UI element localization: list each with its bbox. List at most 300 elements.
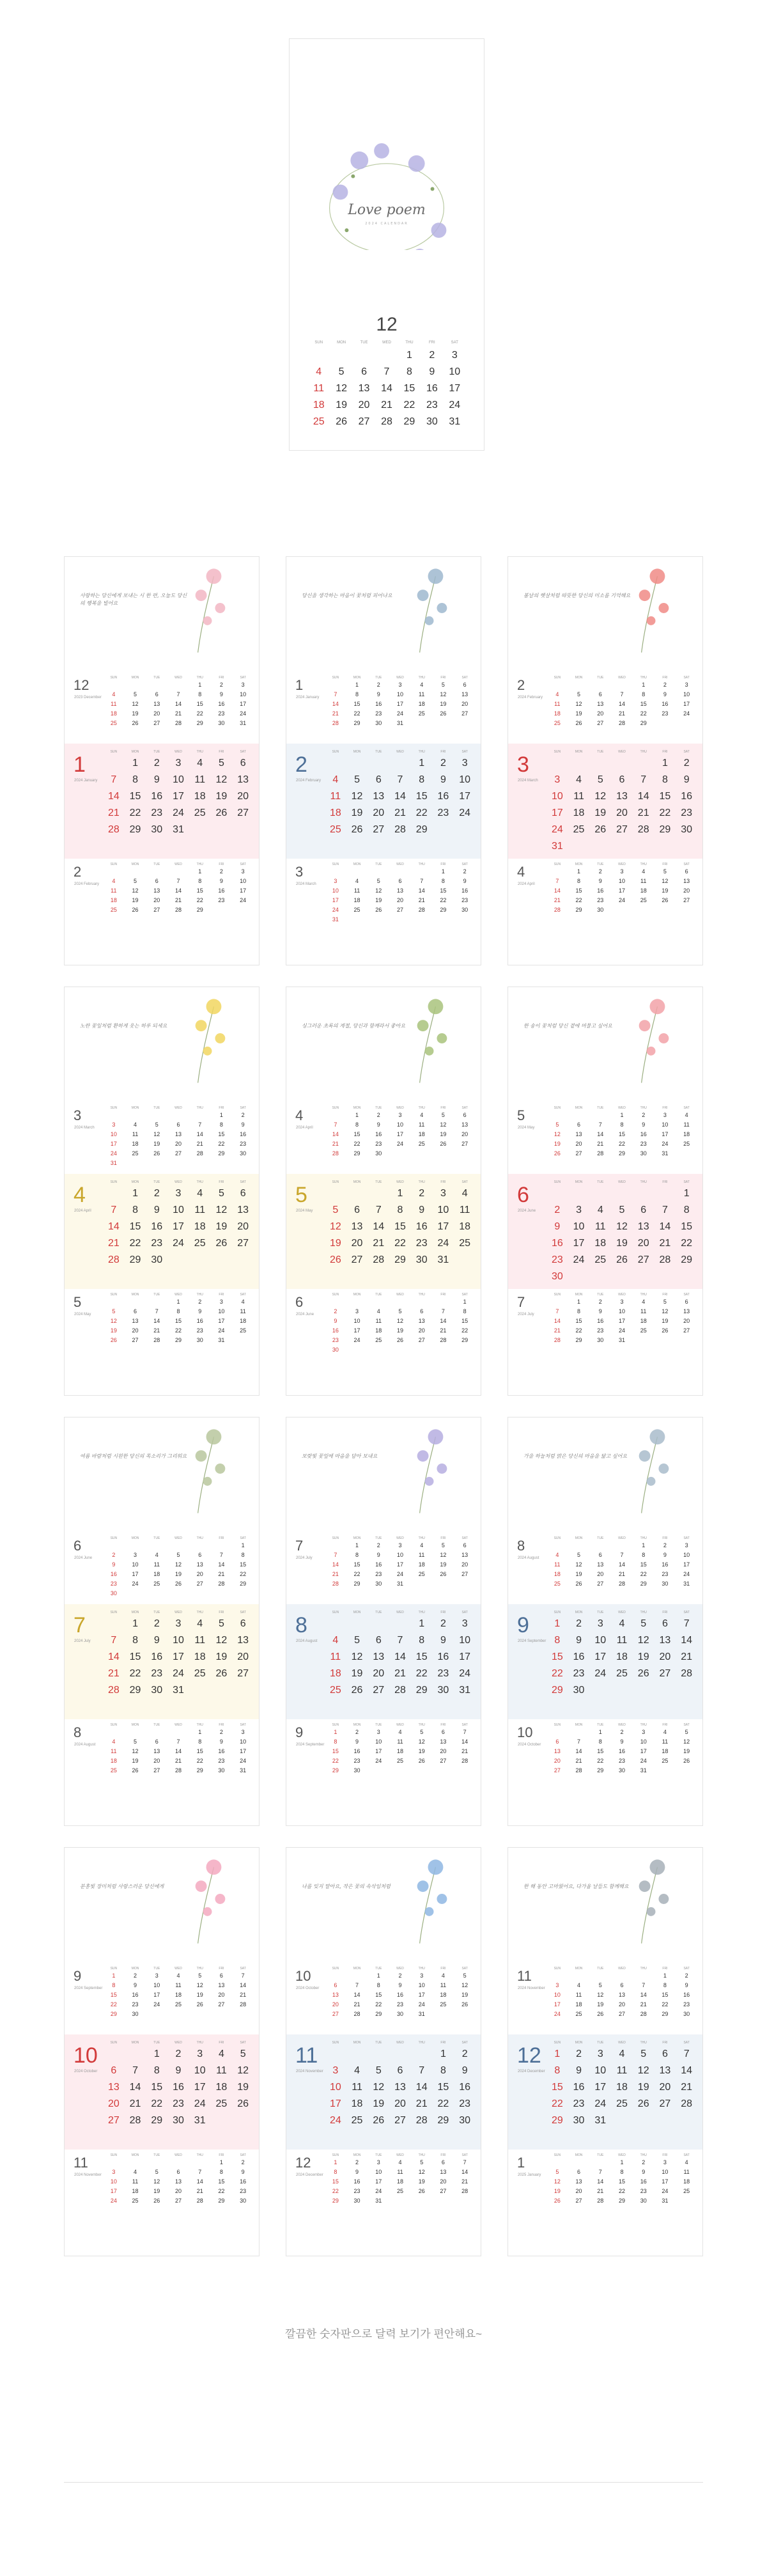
day-cell: 4 — [685, 1112, 688, 1118]
day-cell: 6 — [662, 1618, 668, 1629]
day-cell: 29 — [129, 1254, 141, 1265]
weekday-label: WED — [396, 1293, 404, 1297]
day-cell: 11 — [216, 2065, 227, 2076]
day-cell: 17 — [218, 1318, 225, 1324]
day-cell: 22 — [662, 2001, 669, 2008]
weekday-label: SAT — [461, 2041, 468, 2045]
day-cell: 24 — [110, 2197, 117, 2204]
day-cell — [146, 1297, 167, 1306]
day-cell: 11 — [330, 1651, 341, 1662]
month-label: 2024 September — [74, 1987, 103, 1990]
day-cell: 27 — [618, 2011, 625, 2017]
day-cell: 12 — [575, 1561, 582, 1568]
day-cell: 7 — [334, 1552, 337, 1558]
day-cell: 9 — [685, 1982, 688, 1988]
day-cell: 28 — [418, 907, 425, 913]
weekday-label: THU — [640, 2153, 647, 2157]
day-cell: 14 — [461, 2169, 469, 2175]
day-cell: 20 — [351, 1238, 363, 1249]
weekday-label: MON — [131, 676, 139, 680]
weekday-label: MON — [131, 1611, 139, 1614]
day-cell: 17 — [459, 791, 471, 802]
day-cell: 2 — [642, 1112, 646, 1118]
calendar-grid — [103, 1611, 254, 1698]
day-cell: 12 — [683, 1738, 690, 1745]
day-cell: 12 — [329, 1221, 341, 1232]
day-cell: 29 — [662, 2011, 669, 2017]
month-label: 2024 April — [518, 882, 535, 886]
day-cell — [103, 1187, 125, 1201]
day-cell: 2 — [440, 1618, 446, 1629]
day-cell: 21 — [440, 1327, 447, 1334]
day-cell: 5 — [555, 1121, 559, 1128]
month-number: 8 — [74, 1724, 82, 1740]
month-label: 2024 June — [74, 1556, 93, 1560]
month-label: 2024 March — [296, 882, 316, 886]
day-cell — [325, 1111, 346, 1120]
day-cell: 26 — [336, 416, 348, 427]
day-cell: 20 — [440, 2178, 447, 2185]
day-cell: 10 — [459, 774, 471, 785]
day-cell: 20 — [153, 897, 160, 903]
day-cell: 29 — [174, 1337, 182, 1343]
day-cell: 10 — [594, 2065, 607, 2076]
day-cell: 3 — [376, 2159, 380, 2166]
day-cell: 5 — [398, 1308, 402, 1315]
day-cell: 25 — [662, 1758, 669, 1764]
weekday-label: THU — [196, 1967, 203, 1971]
day-cell: 24 — [240, 897, 247, 903]
day-cell: 17 — [683, 701, 690, 707]
weekday-label: TUE — [360, 341, 368, 345]
day-cell: 20 — [597, 1571, 604, 1577]
day-cell: 27 — [440, 1758, 447, 1764]
day-cell: 13 — [174, 1131, 182, 1137]
calendar-grid — [546, 1967, 697, 2018]
day-cell: 11 — [153, 1561, 160, 1568]
day-cell: 16 — [353, 1748, 360, 1754]
day-cell: 26 — [597, 2011, 604, 2017]
day-cell: 3 — [555, 1982, 559, 1988]
day-cell: 11 — [616, 1635, 628, 1646]
day-cell: 29 — [461, 1337, 469, 1343]
day-cell: 26 — [196, 2001, 203, 2008]
day-cell: 30 — [681, 824, 693, 835]
day-cell: 12 — [110, 1318, 117, 1324]
weekday-label: FRI — [440, 676, 446, 680]
day-cell: 9 — [461, 2065, 468, 2076]
day-cell: 31 — [194, 2115, 206, 2126]
day-cell: 7 — [662, 1205, 668, 1215]
day-cell: 20 — [597, 710, 604, 717]
day-cell: 1 — [355, 682, 359, 688]
mini-month-block — [286, 1719, 481, 1815]
day-cell: 15 — [618, 2178, 625, 2185]
day-cell: 29 — [353, 1581, 360, 1587]
calendar-grid — [325, 1180, 476, 1267]
day-cell: 30 — [618, 1767, 625, 1774]
weekday-label: THU — [640, 1293, 647, 1297]
day-cell: 6 — [219, 1972, 223, 1979]
month-number: 11 — [295, 2043, 318, 2068]
calendar-page — [507, 1417, 703, 1826]
day-cell: 12 — [440, 691, 447, 698]
day-cell: 13 — [132, 1318, 139, 1324]
calendar-grid — [103, 750, 254, 837]
day-cell: 24 — [173, 1668, 184, 1679]
day-cell: 17 — [662, 1131, 669, 1137]
day-cell: 31 — [449, 416, 461, 427]
day-cell: 30 — [375, 1150, 382, 1157]
day-cell: 14 — [107, 1651, 120, 1662]
day-cell: 21 — [353, 2001, 360, 2008]
day-cell: 25 — [594, 1254, 607, 1265]
day-cell: 14 — [618, 1561, 625, 1568]
day-cell: 7 — [598, 1121, 602, 1128]
weekday-label: MON — [337, 341, 346, 345]
month-number: 6 — [517, 1183, 529, 1207]
day-cell: 23 — [437, 1668, 449, 1679]
day-cell — [103, 1617, 125, 1631]
day-cell: 26 — [132, 1767, 139, 1774]
day-cell: 10 — [594, 1635, 607, 1646]
day-cell: 23 — [618, 1758, 625, 1764]
mini-month-block — [65, 672, 259, 744]
month-number: 6 — [295, 1294, 304, 1310]
weekday-label: THU — [418, 1536, 425, 1540]
weekday-label: WED — [396, 1106, 404, 1110]
day-cell: 29 — [575, 1337, 582, 1343]
month-number: 3 — [517, 753, 529, 777]
weekday-label: SAT — [240, 1536, 246, 1540]
weekday-label: WED — [618, 1180, 626, 1184]
day-cell: 3 — [685, 1542, 688, 1549]
day-cell: 25 — [194, 808, 206, 818]
weekday-label: TUE — [375, 1293, 382, 1297]
day-cell: 18 — [194, 791, 206, 802]
day-cell: 19 — [132, 897, 139, 903]
calendar-grid — [546, 2041, 697, 2128]
weekday-label: WED — [396, 863, 404, 866]
day-cell: 4 — [197, 1618, 203, 1629]
day-cell: 24 — [396, 1571, 403, 1577]
day-cell: 22 — [218, 2188, 225, 2194]
weekday-label: SUN — [332, 1106, 339, 1110]
day-cell: 18 — [440, 1992, 447, 1998]
day-cell: 30 — [375, 1581, 382, 1587]
day-cell: 7 — [176, 1738, 180, 1745]
weekday-label: WED — [174, 1293, 182, 1297]
day-cell: 27 — [237, 808, 249, 818]
day-cell: 23 — [375, 1571, 382, 1577]
day-cell: 6 — [685, 868, 688, 875]
day-cell: 17 — [683, 1561, 690, 1568]
day-cell — [568, 1728, 590, 1737]
day-cell — [411, 1297, 433, 1306]
weekday-label: SAT — [683, 750, 690, 754]
day-cell — [211, 1541, 233, 1550]
poem-text: 한 송이 꽃처럼 당신 곁에 머물고 싶어요 — [523, 1023, 612, 1029]
weekday-label: FRI — [219, 750, 224, 754]
day-cell — [167, 2158, 189, 2167]
day-cell: 10 — [153, 1982, 160, 1988]
day-cell: 12 — [440, 1121, 447, 1128]
day-cell — [167, 1111, 189, 1120]
day-cell: 27 — [597, 1581, 604, 1587]
day-cell: 26 — [683, 1758, 690, 1764]
day-cell: 4 — [685, 2159, 688, 2166]
day-cell: 22 — [218, 1141, 225, 1147]
month-number: 9 — [517, 1613, 529, 1637]
day-cell: 8 — [334, 2169, 337, 2175]
day-cell: 30 — [597, 907, 604, 913]
day-cell: 24 — [240, 710, 247, 717]
day-cell: 5 — [354, 1635, 360, 1646]
day-cell: 1 — [241, 1542, 245, 1549]
day-cell — [325, 867, 346, 876]
day-cell: 26 — [153, 2197, 160, 2204]
day-cell: 31 — [418, 2011, 425, 2017]
day-cell: 20 — [461, 1561, 469, 1568]
weekday-label: FRI — [662, 2041, 668, 2045]
day-cell: 25 — [240, 1327, 247, 1334]
day-cell: 22 — [129, 1238, 141, 1249]
day-cell: 30 — [151, 1254, 163, 1265]
day-cell: 29 — [575, 907, 582, 913]
day-cell: 3 — [597, 2049, 603, 2059]
day-cell: 5 — [218, 1618, 224, 1629]
day-cell: 27 — [396, 907, 403, 913]
month-label: 2024 June — [518, 1209, 536, 1213]
day-cell: 2 — [241, 1112, 245, 1118]
calendar-page — [64, 556, 260, 965]
day-cell: 23 — [459, 2098, 471, 2109]
day-cell: 25 — [575, 2011, 582, 2017]
weekday-label: THU — [640, 1106, 647, 1110]
day-cell: 14 — [415, 2082, 428, 2093]
weekday-label: SAT — [461, 1723, 468, 1727]
calendar-page — [507, 987, 703, 1396]
day-cell: 28 — [174, 907, 182, 913]
day-cell: 3 — [134, 1552, 137, 1558]
day-cell: 22 — [551, 1668, 563, 1679]
day-cell: 6 — [375, 1635, 382, 1646]
weekday-label: MON — [575, 2153, 583, 2157]
day-cell: 20 — [218, 1992, 225, 1998]
day-cell: 21 — [196, 2188, 203, 2194]
day-cell: 1 — [463, 1299, 467, 1305]
day-cell: 11 — [132, 1131, 139, 1137]
day-cell: 14 — [174, 887, 182, 894]
day-cell: 21 — [174, 897, 182, 903]
weekday-label: FRI — [662, 1106, 668, 1110]
day-cell: 16 — [240, 1131, 247, 1137]
day-cell: 13 — [618, 1992, 625, 1998]
day-cell: 10 — [396, 691, 403, 698]
day-cell: 16 — [683, 1992, 690, 1998]
day-cell — [655, 1187, 676, 1201]
day-cell: 19 — [440, 1131, 447, 1137]
day-cell — [368, 1617, 389, 1631]
day-cell: 24 — [683, 710, 690, 717]
day-cell: 18 — [110, 710, 117, 717]
day-cell: 6 — [598, 691, 602, 698]
weekday-label: MON — [131, 2041, 139, 2045]
day-cell: 19 — [215, 1221, 228, 1232]
day-cell: 9 — [153, 774, 160, 785]
weekday-label: SUN — [332, 2041, 339, 2045]
day-cell: 24 — [573, 1254, 585, 1265]
weekday-label: THU — [418, 1293, 425, 1297]
day-cell: 1 — [219, 2159, 223, 2166]
day-cell: 10 — [240, 691, 247, 698]
calendar-grid — [546, 2153, 697, 2205]
day-cell: 27 — [132, 1337, 139, 1343]
day-cell: 16 — [375, 701, 382, 707]
weekday-label: MON — [575, 1106, 583, 1110]
day-cell: 22 — [174, 1327, 182, 1334]
day-cell: 27 — [683, 1327, 690, 1334]
day-cell: 21 — [240, 1992, 247, 1998]
day-cell: 3 — [440, 1188, 446, 1199]
day-cell: 2 — [440, 758, 446, 769]
day-cell: 6 — [577, 2169, 581, 2175]
day-cell: 16 — [218, 1748, 225, 1754]
day-cell: 25 — [351, 2115, 363, 2126]
mini-month-block — [286, 859, 481, 955]
month-number: 8 — [295, 1613, 307, 1637]
day-cell: 8 — [219, 1121, 223, 1128]
day-cell: 23 — [597, 897, 604, 903]
day-cell: 2 — [153, 758, 160, 769]
month-number: 9 — [74, 1968, 82, 1984]
day-cell: 2 — [153, 1188, 160, 1199]
day-cell: 29 — [394, 1254, 406, 1265]
day-cell: 3 — [112, 1121, 116, 1128]
day-cell: 9 — [219, 1738, 223, 1745]
day-cell: 16 — [151, 1221, 163, 1232]
day-cell: 19 — [215, 791, 228, 802]
day-cell: 24 — [640, 1758, 647, 1764]
weekday-label: SAT — [240, 2041, 246, 2045]
day-cell: 6 — [176, 1121, 180, 1128]
day-cell: 15 — [461, 1318, 469, 1324]
day-cell: 29 — [440, 907, 447, 913]
day-cell: 15 — [437, 2082, 449, 2093]
day-cell: 4 — [332, 1635, 339, 1646]
day-cell: 8 — [419, 774, 425, 785]
day-cell: 14 — [418, 887, 425, 894]
day-cell: 15 — [353, 1561, 360, 1568]
day-cell: 3 — [175, 1618, 182, 1629]
day-cell: 3 — [398, 682, 402, 688]
day-cell: 19 — [373, 2098, 385, 2109]
day-cell: 6 — [375, 774, 382, 785]
day-cell: 17 — [551, 808, 563, 818]
day-cell — [546, 1971, 568, 1980]
day-cell: 13 — [616, 791, 628, 802]
day-cell: 25 — [110, 907, 117, 913]
day-cell: 6 — [155, 691, 159, 698]
weekday-label: THU — [196, 2153, 203, 2157]
day-cell: 29 — [196, 1767, 203, 1774]
day-cell: 20 — [237, 791, 249, 802]
day-cell: 27 — [659, 1668, 671, 1679]
day-cell: 26 — [351, 1685, 363, 1696]
day-cell: 4 — [420, 1542, 424, 1549]
mini-month-block — [508, 859, 702, 955]
day-cell: 26 — [440, 710, 447, 717]
day-cell: 8 — [112, 1982, 116, 1988]
day-cell: 13 — [683, 878, 690, 884]
weekday-label: SUN — [110, 1293, 118, 1297]
day-cell: 25 — [418, 1141, 425, 1147]
day-cell: 15 — [415, 1651, 428, 1662]
day-cell — [611, 756, 633, 770]
day-cell: 1 — [198, 868, 202, 875]
day-cell: 28 — [618, 720, 625, 726]
weekday-label: FRI — [219, 1293, 224, 1297]
weekday-label: SAT — [461, 750, 468, 754]
day-cell: 19 — [329, 1238, 341, 1249]
weekday-label: THU — [418, 750, 425, 754]
day-cell — [325, 756, 346, 770]
day-cell: 16 — [426, 383, 438, 394]
flower-illustration — [508, 1417, 702, 1520]
day-cell: 9 — [463, 878, 467, 884]
day-cell: 24 — [618, 897, 625, 903]
day-cell: 19 — [351, 1668, 363, 1679]
day-cell: 28 — [618, 1581, 625, 1587]
day-cell: 28 — [332, 1581, 339, 1587]
day-cell: 7 — [463, 2159, 467, 2166]
weekday-label: FRI — [429, 341, 435, 345]
day-cell: 6 — [155, 878, 159, 884]
day-cell: 28 — [240, 2001, 247, 2008]
day-cell: 6 — [134, 1308, 137, 1315]
day-cell: 16 — [573, 2082, 585, 2093]
mini-month-block — [508, 672, 702, 744]
day-cell: 6 — [240, 758, 246, 769]
day-cell: 6 — [198, 1552, 202, 1558]
flower-illustration — [508, 987, 702, 1089]
day-cell: 26 — [440, 1571, 447, 1577]
day-cell: 18 — [329, 808, 341, 818]
weekday-label: MON — [353, 1106, 361, 1110]
weekday-label: MON — [353, 1293, 361, 1297]
day-cell: 28 — [332, 720, 339, 726]
day-cell: 12 — [174, 1561, 182, 1568]
day-cell: 30 — [218, 1767, 225, 1774]
day-cell: 7 — [198, 2169, 202, 2175]
weekday-label: FRI — [440, 1180, 446, 1184]
day-cell: 20 — [394, 2098, 406, 2109]
weekday-label: FRI — [219, 1967, 224, 1971]
day-cell: 8 — [577, 878, 581, 884]
day-cell: 23 — [218, 710, 225, 717]
day-cell: 22 — [375, 2001, 382, 2008]
day-cell: 19 — [110, 1327, 117, 1334]
day-cell: 7 — [198, 1121, 202, 1128]
weekday-label: SAT — [240, 2153, 246, 2157]
day-cell: 9 — [398, 1982, 402, 1988]
day-cell: 21 — [640, 2001, 647, 2008]
weekday-label: SUN — [332, 1293, 339, 1297]
day-cell: 20 — [174, 2188, 182, 2194]
calendar-grid — [103, 1536, 254, 1598]
day-cell: 21 — [196, 1141, 203, 1147]
day-cell: 24 — [375, 1758, 382, 1764]
